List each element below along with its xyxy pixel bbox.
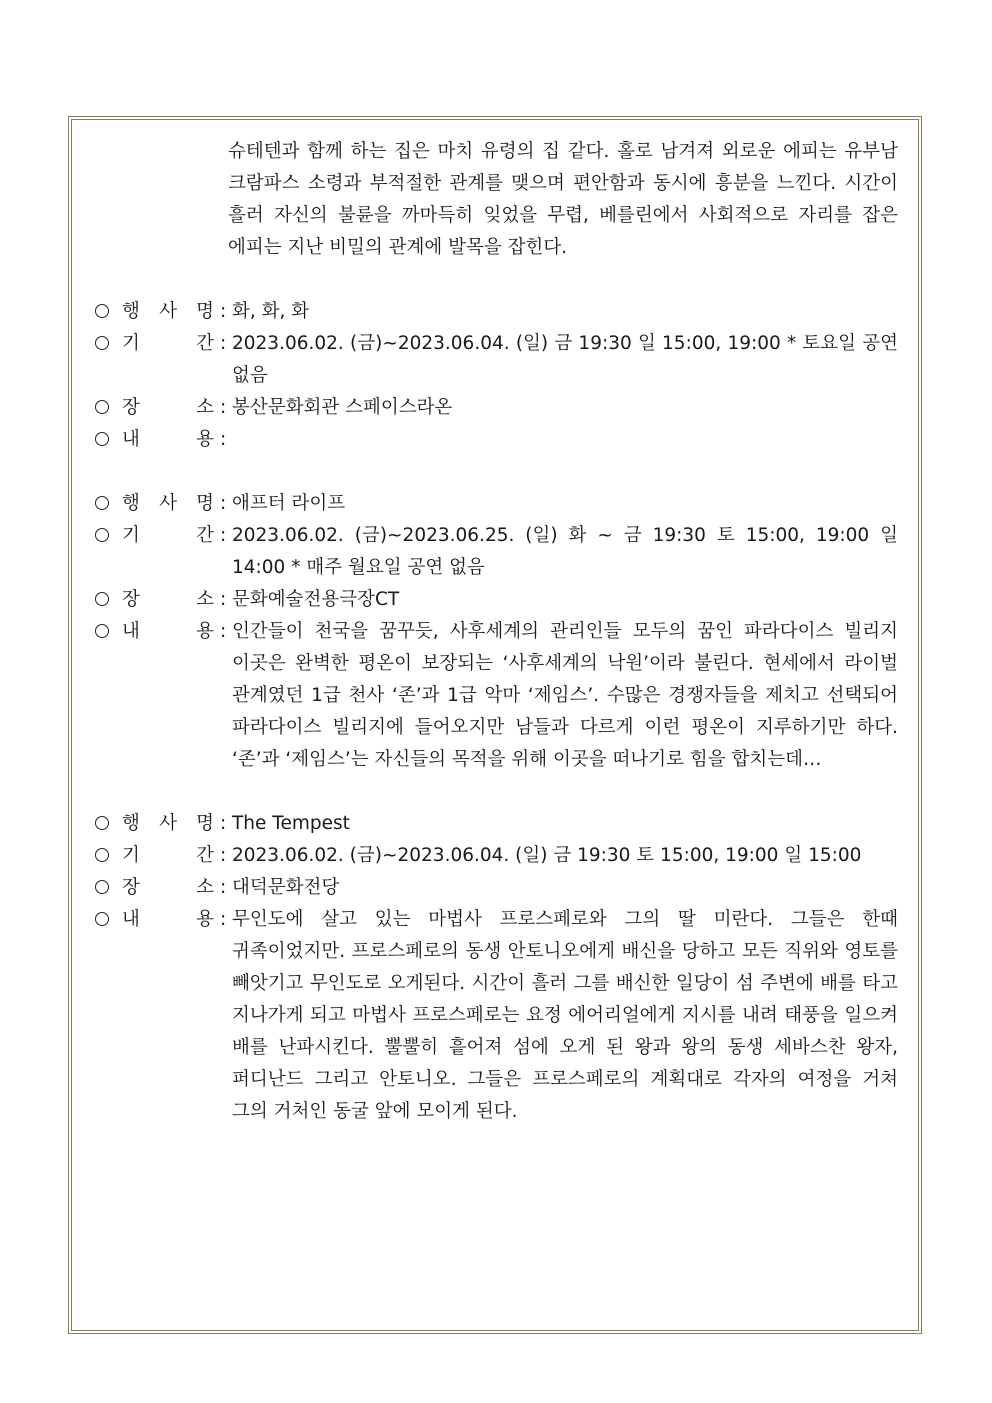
circle-bullet-icon xyxy=(94,488,122,520)
event-period: 2023.06.02. (금)~2023.06.04. (일) 금 19:30 토 15:00, 19:00 일 15:00 xyxy=(232,845,862,866)
label-colon: : xyxy=(220,493,227,514)
label-colon: : xyxy=(220,525,227,546)
event-period-row xyxy=(94,328,898,392)
event-name-row xyxy=(94,488,898,520)
event-place: 문화예술전용극장CT xyxy=(232,589,400,610)
circle-bullet-icon xyxy=(94,296,122,328)
label-colon: : xyxy=(220,877,227,898)
event-place: 봉산문화회관 스페이스라온 xyxy=(232,397,453,418)
event-period: 2023.06.02. (금)~2023.06.25. (일) 화 ~ 금 19:30 토 15:00, 19:00 일 14:00 * 매주 월요일 공연 없음 xyxy=(232,525,898,578)
label-colon: : xyxy=(220,397,227,418)
event-place-row xyxy=(94,872,898,904)
event-content-label: 내 용 xyxy=(122,909,214,930)
event-content-row xyxy=(94,424,898,456)
label-colon: : xyxy=(220,845,227,866)
label-colon: : xyxy=(220,301,227,322)
event-name: The Tempest xyxy=(232,813,350,834)
event-block xyxy=(94,808,898,1128)
label-colon: : xyxy=(220,813,227,834)
event-place-row xyxy=(94,584,898,616)
event-content-row xyxy=(94,904,898,1128)
event-name-row xyxy=(94,808,898,840)
circle-bullet-icon xyxy=(94,328,122,360)
event-period: 2023.06.02. (금)~2023.06.04. (일) 금 19:30 일 15:00, 19:00 * 토요일 공연 없음 xyxy=(232,333,898,386)
event-content: 인간들이 천국을 꿈꾸듯, 사후세계의 관리인들 모두의 꿈인 파라다이스 빌리지 이곳은 완벽한 평온이 보장되는 ‘사후세계의 낙원’이라 불린다. 현세에서 라이벌 관계였던 1급 천사 ‘존’과 1급 악마 ‘제임스’. 수많은 경쟁자들을 제치고 선택되어 파라다이스 빌리지에 들어오지만 남들과 다르게 이런 평온이 지루하기만 하다. ‘존’과 ‘제임스’는 자신들의 목적을 위해 이곳을 떠나기로 힘을 합치는데… xyxy=(232,621,898,770)
event-block xyxy=(94,488,898,776)
label-colon: : xyxy=(220,621,227,642)
event-block xyxy=(94,296,898,456)
event-name: 애프터 라이프 xyxy=(232,493,346,514)
circle-bullet-icon xyxy=(94,808,122,840)
event-period-label: 기 간 xyxy=(122,525,214,546)
event-content-label: 내 용 xyxy=(122,621,214,642)
event-name-label: 행 사 명 xyxy=(122,301,214,322)
event-place-row xyxy=(94,392,898,424)
event-content-row xyxy=(94,616,898,776)
event-content: 무인도에 살고 있는 마법사 프로스페로와 그의 딸 미란다. 그들은 한때 귀족이었지만. 프로스페로의 동생 안토니오에게 배신을 당하고 모든 직위와 영토를 빼앗기고 무인도로 오게된다. 시간이 흘러 그를 배신한 일당이 섬 주변에 배를 타고 지나가게 되고 마법사 프로스페로는 요정 에어리얼에게 지시를 내려 태풍을 일으켜 배를 난파시킨다. 뿔뿔히 흩어져 섬에 오게 된 왕과 왕의 동생 세바스찬 왕자, 퍼디난드 그리고 안토니오. 그들은 프로스페로의 계획대로 각자의 여정을 거쳐 그의 거처인 동굴 앞에 모이게 된다. xyxy=(232,909,898,1122)
event-place-label: 장 소 xyxy=(122,877,214,898)
circle-bullet-icon xyxy=(94,520,122,552)
event-period-row xyxy=(94,840,898,872)
event-name-row xyxy=(94,296,898,328)
circle-bullet-icon xyxy=(94,904,122,936)
circle-bullet-icon xyxy=(94,872,122,904)
label-colon: : xyxy=(220,333,227,354)
circle-bullet-icon xyxy=(94,616,122,648)
event-place-label: 장 소 xyxy=(122,397,214,418)
event-period-label: 기 간 xyxy=(122,333,214,354)
event-place: 대덕문화전당 xyxy=(232,877,340,898)
circle-bullet-icon xyxy=(94,392,122,424)
event-period-row xyxy=(94,520,898,584)
event-name: 화, 화, 화 xyxy=(232,301,310,322)
intro-paragraph: 슈테텐과 함께 하는 집은 마치 유령의 집 같다. 홀로 남겨져 외로운 에피는 유부남 크람파스 소령과 부적절한 관계를 맺으며 편안함과 동시에 흥분을 느낀다. 시간이 흘러 자신의 불륜을 까마득히 잊었을 무렵, 베를린에서 사회적으로 자리를 잡은 에피는 지난 비밀의 관계에 발목을 잡힌다. xyxy=(228,141,898,258)
event-name-label: 행 사 명 xyxy=(122,493,214,514)
event-name-label: 행 사 명 xyxy=(122,813,214,834)
event-period-label: 기 간 xyxy=(122,845,214,866)
event-place-label: 장 소 xyxy=(122,589,214,610)
label-colon: : xyxy=(220,429,227,450)
event-content-label: 내 용 xyxy=(122,429,214,450)
document-body xyxy=(94,136,898,1128)
label-colon: : xyxy=(220,909,227,930)
circle-bullet-icon xyxy=(94,840,122,872)
circle-bullet-icon xyxy=(94,584,122,616)
circle-bullet-icon xyxy=(94,424,122,456)
label-colon: : xyxy=(220,589,227,610)
